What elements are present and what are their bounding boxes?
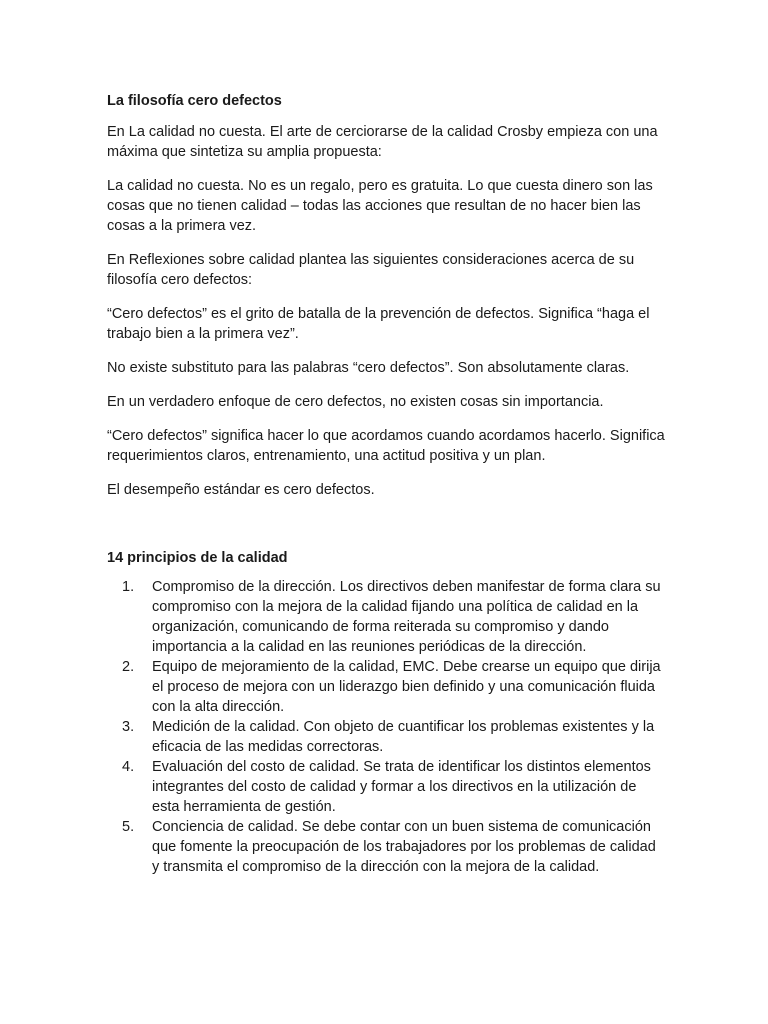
list-item-number: 2. [122,659,135,675]
section-title-14-principios: 14 principios de la calidad [107,550,288,566]
list-item-text: Evaluación del costo de calidad. Se trata de identificar los distintos elementos integrantes del costo de calidad y formar a los directivos en la utilización de esta herramienta de gestión. [152,759,651,815]
principles-list [107,577,667,877]
section-spacer [107,514,667,548]
list-item [107,757,667,817]
list-item-text: Equipo de mejoramiento de la calidad, EMC. Debe crearse un equipo que dirija el proceso de mejora con un liderazgo bien definido y una comunicación fluida con la alta dirección. [152,659,661,715]
list-item [107,817,667,877]
paragraph: No existe substituto para las palabras “cero defectos”. Son absolutamente claras. [107,360,630,376]
document-page [107,91,667,877]
list-item [107,717,667,757]
list-item-text: Conciencia de calidad. Se debe contar con un buen sistema de comunicación que fomente la preocupación de los trabajadores por los problemas de calidad y transmita el compromiso de la dirección con la mejora de la calidad. [152,819,656,875]
paragraph: “Cero defectos” es el grito de batalla de la prevención de defectos. Significa “haga el trabajo bien a la primera vez”. [107,306,650,342]
list-item [107,657,667,717]
list-item-number: 3. [122,719,135,735]
paragraph: La calidad no cuesta. No es un regalo, pero es gratuita. Lo que cuesta dinero son las cosas que no tienen calidad – todas las acciones que resultan de no hacer bien las cosas a la primera vez. [107,178,653,234]
list-item-text: Medición de la calidad. Con objeto de cuantificar los problemas existentes y la eficacia de las medidas correctoras. [152,719,655,755]
paragraph: “Cero defectos” significa hacer lo que acordamos cuando acordamos hacerlo. Significa requerimientos claros, entrenamiento, una actitud positiva y un plan. [107,428,665,464]
list-item-number: 4. [122,759,135,775]
paragraph: En Reflexiones sobre calidad plantea las siguientes consideraciones acerca de su filosofía cero defectos: [107,252,635,288]
list-item-number: 5. [122,819,135,835]
list-item-text: Compromiso de la dirección. Los directivos deben manifestar de forma clara su compromiso con la mejora de la calidad fijando una política de calidad en la organización, comunicando de forma reiterada su compromiso y dando importancia a la calidad en las reuniones periódicas de la dirección. [152,579,661,655]
list-item-number: 1. [122,579,135,595]
paragraph: En La calidad no cuesta. El arte de cerciorarse de la calidad Crosby empieza con una máxima que sintetiza su amplia propuesta: [107,124,658,160]
list-item [107,577,667,657]
section-title-cero-defectos: La filosofía cero defectos [107,93,282,109]
paragraph: El desempeño estándar es cero defectos. [107,482,375,498]
paragraph: En un verdadero enfoque de cero defectos, no existen cosas sin importancia. [107,394,604,410]
